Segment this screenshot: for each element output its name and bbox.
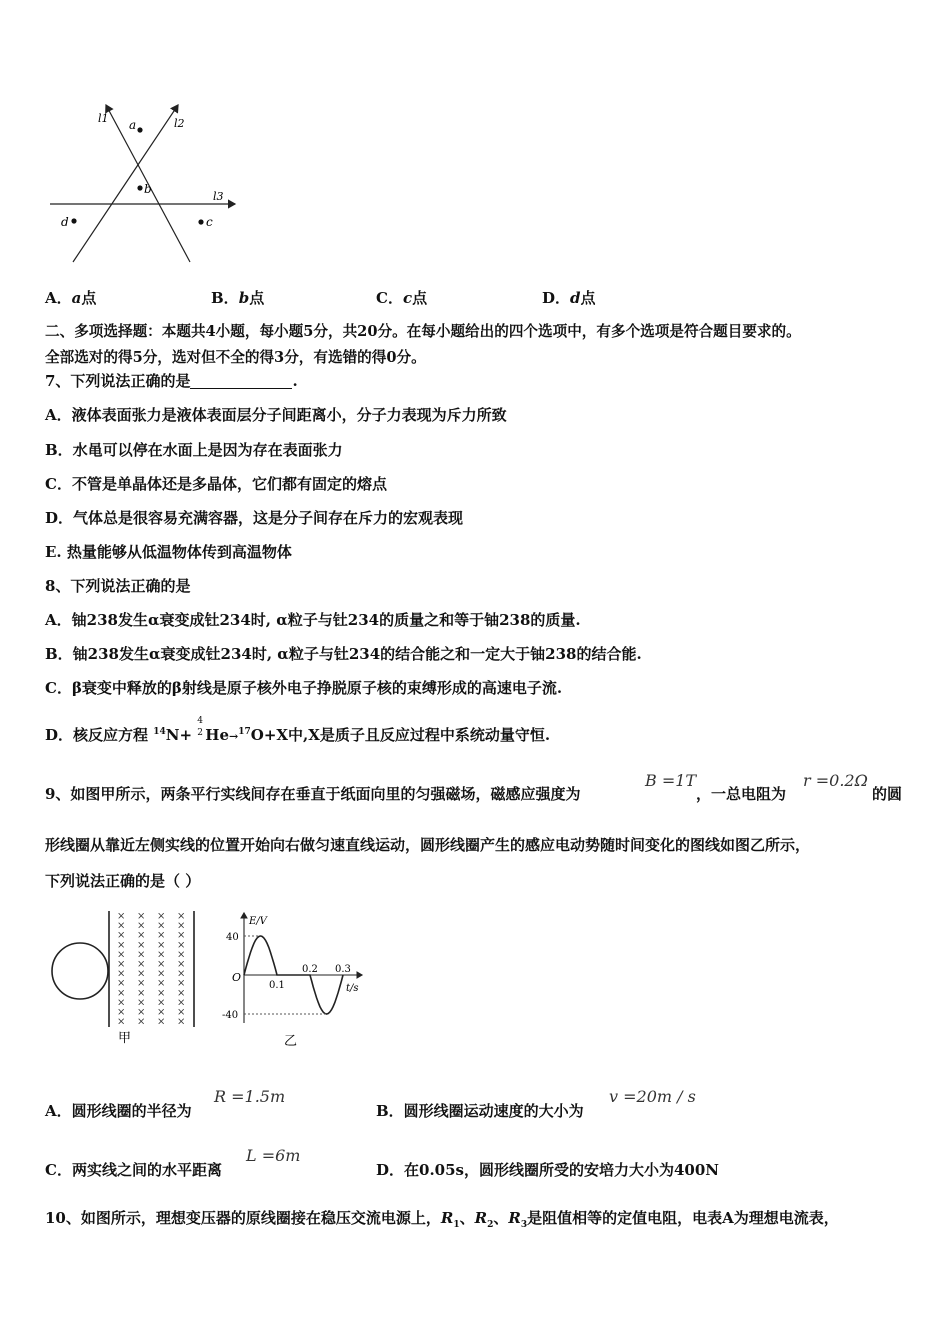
n-symbol: N+ [165, 726, 193, 744]
q9-option-b[interactable]: B．圆形线圈运动速度的大小为 [376, 1102, 584, 1120]
r2-symbol: R [474, 1209, 488, 1227]
q9-figure-jia [50, 905, 210, 1045]
q9-text-1: 9、如图甲所示，两条平行实线间存在垂直于纸面向里的匀强磁场，磁感应强度为 [45, 785, 581, 803]
field-cross: × [117, 997, 126, 1009]
field-cross: × [117, 1007, 126, 1018]
answer-blank[interactable] [190, 373, 292, 389]
field-cross: × [157, 1007, 166, 1018]
field-cross: × [137, 997, 146, 1009]
field-cross: × [117, 968, 126, 980]
option-suffix: 点 [81, 289, 97, 307]
field-cross: × [117, 930, 126, 942]
q7-option-b[interactable]: B．水黾可以停在水面上是因为存在表面张力 [45, 441, 343, 459]
label-l3: l3 [213, 190, 224, 203]
x-tick-0.3: 0.3 [335, 964, 351, 975]
option-var: d [570, 289, 581, 307]
field-cross: × [177, 997, 186, 1009]
figure-jia-label: 甲 [118, 1031, 132, 1045]
x-tick-0.1: 0.1 [269, 980, 285, 991]
he-mass-number: 4 [197, 716, 204, 726]
option-suffix: 点 [580, 289, 596, 307]
field-cross: × [137, 987, 146, 999]
option-var: b [238, 289, 250, 307]
option-letter: C． [376, 289, 403, 307]
q9-r-formula: r =0.2Ω [803, 771, 868, 790]
x-axis-label: t/s [346, 983, 359, 994]
figure-yi-label: 乙 [284, 1034, 298, 1049]
field-cross: × [117, 949, 126, 961]
field-cross: × [117, 978, 126, 990]
field-cross: × [117, 911, 126, 922]
y-tick-40: 40 [226, 932, 239, 943]
r3-symbol: R [508, 1209, 521, 1227]
point-a [137, 127, 142, 132]
q6-lines-figure [40, 100, 250, 270]
field-cross: × [157, 987, 166, 999]
label-l2: l2 [174, 117, 185, 130]
field-cross: × [137, 968, 146, 980]
option-suffix: 点 [412, 289, 428, 307]
x-tick-0.2: 0.2 [302, 964, 318, 975]
q9-option-c[interactable]: C．两实线之间的水平距离 [45, 1161, 222, 1179]
option-letter: A． [45, 289, 72, 307]
field-cross: × [177, 1016, 186, 1028]
q7-option-d[interactable]: D．气体总是很容易充满容器，这是分子间存在斥力的宏观表现 [45, 509, 464, 527]
reaction-arrow: → [229, 730, 239, 743]
field-cross: × [137, 949, 146, 961]
he-atomic-number: 2 [197, 728, 204, 738]
q8-stem: 8、下列说法正确的是 [45, 577, 191, 595]
field-cross: × [177, 939, 186, 951]
field-cross: × [177, 1007, 186, 1018]
q7-option-a[interactable]: A．液体表面张力是液体表面层分子间距离小，分子力表现为斥力所致 [45, 406, 507, 424]
q9-text-2: ，一总电阻为 [696, 785, 787, 803]
field-cross: × [117, 1016, 126, 1028]
field-cross: × [177, 920, 186, 932]
point-c [198, 219, 203, 224]
point-d [71, 218, 76, 223]
n-mass-number: 14 [153, 727, 166, 737]
q6-option-c[interactable] [376, 287, 427, 308]
field-cross: × [137, 959, 146, 970]
q8d-prefix: D．核反应方程 [45, 726, 149, 744]
field-cross: × [177, 911, 186, 922]
field-cross: × [137, 930, 146, 942]
label-a: a [129, 118, 137, 132]
q6-option-b[interactable] [211, 287, 264, 308]
label-b: b [144, 182, 152, 196]
field-cross: × [177, 930, 186, 942]
r2-subscript: 2 [487, 1220, 494, 1230]
q9-stem-line3: 下列说法正确的是（ ） [45, 872, 201, 890]
y-axis-label: E/V [249, 916, 267, 927]
field-cross: × [137, 1007, 146, 1018]
q7-option-c[interactable]: C．不管是单晶体还是多晶体，它们都有固定的熔点 [45, 475, 387, 493]
q9-option-c-formula: L =6m [246, 1146, 301, 1165]
q9-B-formula: B =1T [645, 771, 697, 790]
field-cross: × [117, 959, 126, 970]
q9-text-3: 的圆 [872, 785, 903, 803]
field-cross: × [177, 987, 186, 999]
field-cross: × [117, 939, 126, 951]
q7-option-e[interactable]: E. 热量能够从低温物体传到高温物体 [45, 543, 292, 561]
field-cross: × [137, 920, 146, 932]
field-cross: × [157, 1016, 166, 1028]
q7-stem-end: . [292, 372, 298, 390]
y-tick-neg40: -40 [222, 1010, 239, 1021]
field-cross: × [177, 959, 186, 970]
q8-option-c[interactable]: C．β衰变中释放的β射线是原子核外电子挣脱原子核的束缚形成的高速电子流. [45, 679, 563, 697]
q7-stem-text: 7、下列说法正确的是 [45, 372, 191, 390]
field-cross: × [157, 997, 166, 1009]
q8-option-b[interactable]: B．铀238发生α衰变成钍234时, α粒子与钍234的结合能之和一定大于铀238的结合能. [45, 645, 642, 663]
coil-ring [52, 943, 108, 999]
origin-label: O [232, 971, 242, 984]
q10-text-1: 10、如图所示，理想变压器的原线圈接在稳压交流电源上， [45, 1209, 441, 1227]
q9-option-b-formula: v =20m / s [609, 1087, 696, 1106]
option-var: a [71, 289, 82, 307]
field-cross: × [157, 978, 166, 990]
field-cross: × [137, 1016, 146, 1028]
q9-option-a-formula: R =1.5m [214, 1087, 286, 1106]
option-letter: D． [542, 289, 571, 307]
q10-text-2: 是阻值相等的定值电阻，电表A为理想电流表， [527, 1209, 839, 1227]
q8-option-a[interactable]: A．铀238发生α衰变成钍234时, α粒子与钍234的质量之和等于铀238的质量. [45, 611, 581, 629]
field-cross: × [117, 920, 126, 932]
q9-option-a[interactable]: A．圆形线圈的半径为 [45, 1102, 192, 1120]
field-cross: × [177, 968, 186, 980]
magnetic-field-crosses [117, 911, 185, 1028]
q7-stem [45, 370, 298, 391]
q10-stem [45, 1207, 839, 1230]
q10-sep2: 、 [493, 1209, 509, 1227]
section2-heading-line2: 全部选对的得5分，选对但不全的得3分，有选错的得0分。 [45, 349, 426, 366]
field-cross: × [157, 920, 166, 932]
r1-subscript: 1 [453, 1220, 460, 1230]
q6-option-a[interactable] [45, 287, 96, 308]
q8d-rest: O+X中,X是质子且反应过程中系统动量守恒. [250, 726, 551, 744]
field-cross: × [137, 978, 146, 990]
field-cross: × [137, 911, 146, 922]
field-cross: × [157, 930, 166, 942]
section2-heading-line1: 二、多项选择题：本题共4小题，每小题5分，共20分。在每小题给出的四个选项中，有多个选项是符合题目要求的。 [45, 323, 801, 340]
option-var: c [402, 289, 413, 307]
q9-option-d[interactable]: D．在0.05s，圆形线圈所受的安培力大小为400N [376, 1161, 720, 1179]
r1-symbol: R [440, 1209, 454, 1227]
q6-option-d[interactable] [542, 287, 596, 308]
q10-sep1: 、 [459, 1209, 475, 1227]
label-l1: l1 [98, 112, 109, 125]
field-cross: × [177, 949, 186, 961]
he-symbol: He [205, 726, 230, 744]
q9-stem-line2: 形线圈从靠近左侧实线的位置开始向右做匀速直线运动，圆形线圈产生的感应电动势随时间变化的图线如图乙所示， [45, 836, 811, 854]
field-cross: × [157, 959, 166, 970]
point-b [137, 185, 142, 190]
field-cross: × [117, 987, 126, 999]
field-cross: × [177, 978, 186, 990]
field-cross: × [157, 949, 166, 961]
line-l2 [73, 105, 178, 262]
option-suffix: 点 [249, 289, 265, 307]
q8-option-d[interactable] [45, 716, 551, 745]
r3-subscript: 3 [520, 1220, 528, 1230]
field-cross: × [157, 911, 166, 922]
field-cross: × [137, 939, 146, 951]
label-c: c [206, 215, 213, 229]
field-cross: × [157, 968, 166, 980]
q9-figure-yi [220, 905, 375, 1050]
option-letter: B． [211, 289, 239, 307]
o-mass-number: 17 [238, 727, 251, 737]
field-cross: × [157, 939, 166, 951]
q9-stem-line1 [45, 783, 580, 804]
label-d: d [61, 215, 69, 229]
